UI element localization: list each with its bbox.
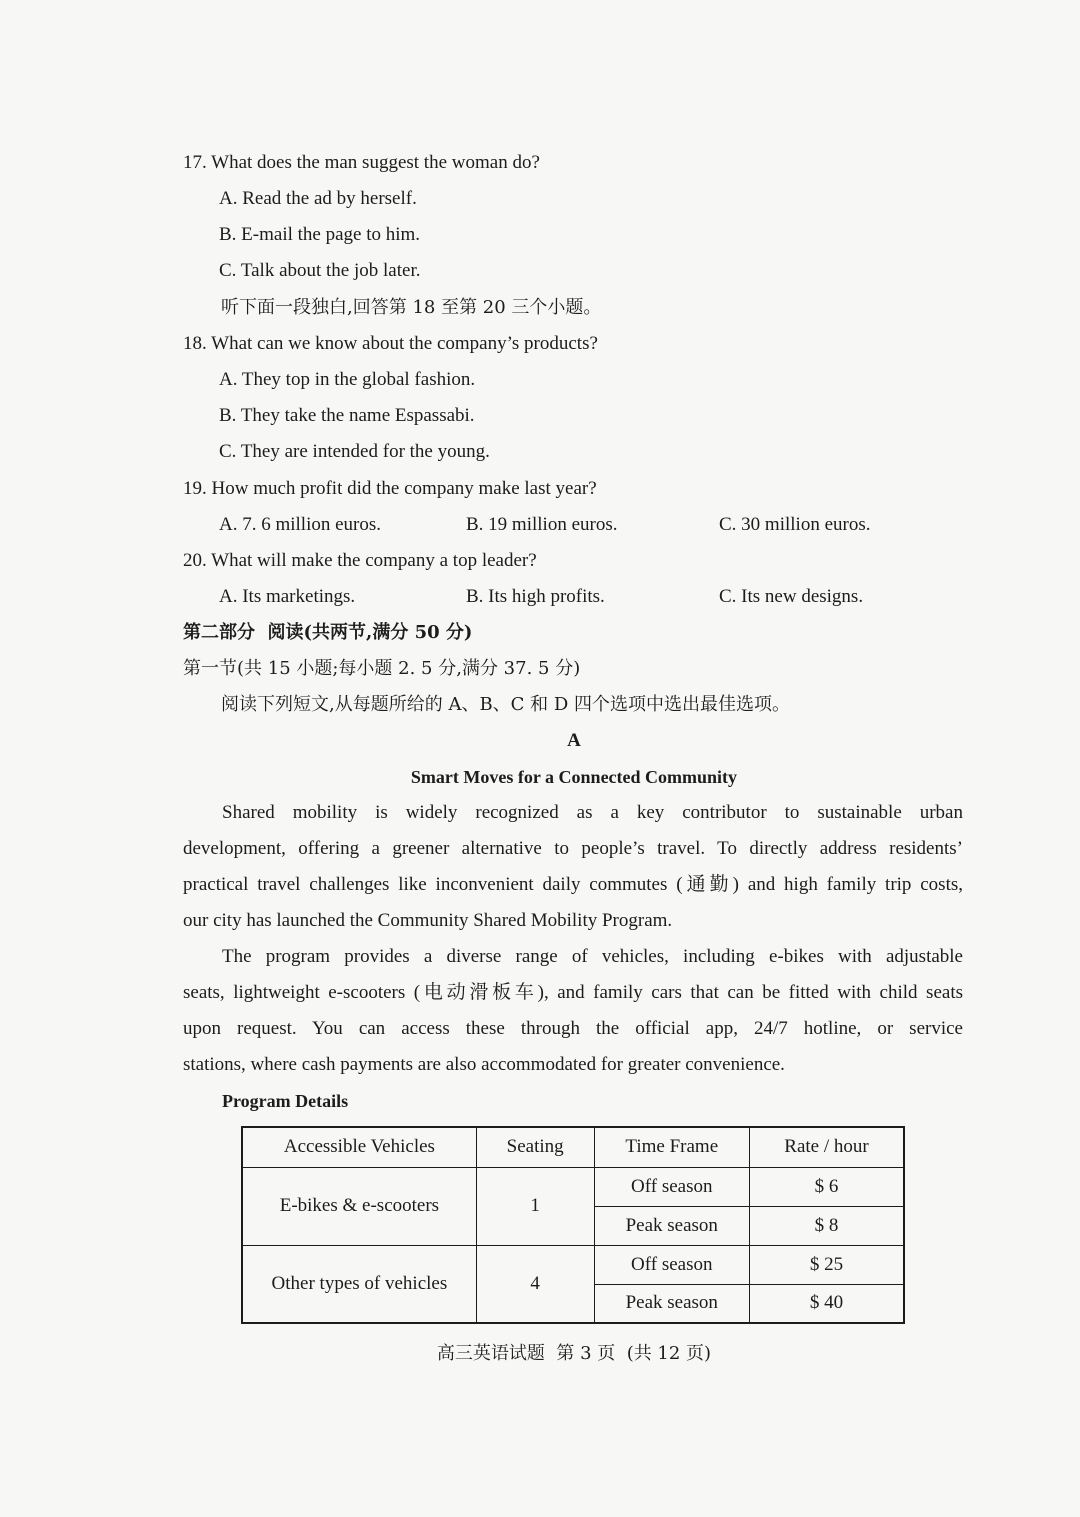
listening-instruction: 听下面一段独白,回答第 18 至第 20 三个小题。 xyxy=(221,297,602,318)
q18-option-c: C. They are intended for the young. xyxy=(219,441,490,462)
q18-stem: 18. What can we know about the company’s products? xyxy=(183,333,598,354)
header-vehicles: Accessible Vehicles xyxy=(242,1127,476,1167)
section1-heading: 第一节(共 15 小题;每小题 2. 5 分,满分 37. 5 分) xyxy=(183,658,581,679)
program-details-table xyxy=(241,1126,905,1324)
q19-option-b: B. 19 million euros. xyxy=(466,514,618,535)
cell-seating: 4 xyxy=(476,1245,594,1323)
q20-option-b: B. Its high profits. xyxy=(466,586,605,607)
table-row xyxy=(242,1245,904,1284)
cell-seating: 1 xyxy=(476,1167,594,1245)
cell-rate: $ 8 xyxy=(750,1206,904,1245)
cell-time-frame: Peak season xyxy=(594,1284,750,1323)
part2-heading: 第二部分 阅读(共两节,满分 50 分) xyxy=(183,622,473,643)
cell-vehicles: E-bikes & e-scooters xyxy=(242,1167,476,1245)
p1-line-3: practical travel challenges like inconvenient daily commutes (通勤) and high family trip costs, xyxy=(183,874,963,895)
cell-vehicles: Other types of vehicles xyxy=(242,1245,476,1323)
p1-line-4: our city has launched the Community Shared Mobility Program. xyxy=(183,910,673,931)
q20-option-c: C. Its new designs. xyxy=(719,586,864,607)
q17-stem: 17. What does the man suggest the woman do? xyxy=(183,152,540,173)
header-time-frame: Time Frame xyxy=(594,1127,750,1167)
q18-option-b: B. They take the name Espassabi. xyxy=(219,405,475,426)
cell-time-frame: Off season xyxy=(594,1245,750,1284)
q20-stem: 20. What will make the company a top leader? xyxy=(183,550,537,571)
q19-option-c: C. 30 million euros. xyxy=(719,514,871,535)
table-row xyxy=(242,1167,904,1206)
q20-option-a: A. Its marketings. xyxy=(219,586,356,607)
q17-option-b: B. E-mail the page to him. xyxy=(219,224,421,245)
table-header-row xyxy=(242,1127,904,1167)
cell-time-frame: Off season xyxy=(594,1167,750,1206)
cell-rate: $ 6 xyxy=(750,1167,904,1206)
reading-instruction: 阅读下列短文,从每题所给的 A、B、C 和 D 四个选项中选出最佳选项。 xyxy=(221,694,791,715)
cell-time-frame: Peak season xyxy=(594,1206,750,1245)
q19-option-a: A. 7. 6 million euros. xyxy=(219,514,382,535)
q18-option-a: A. They top in the global fashion. xyxy=(219,369,476,390)
q17-option-a: A. Read the ad by herself. xyxy=(219,188,417,209)
p2-line-3: upon request. You can access these through the official app, 24/7 hotline, or service xyxy=(183,1018,963,1039)
page-footer: 高三英语试题 第 3 页 (共 12 页) xyxy=(436,1343,712,1364)
passage-letter: A xyxy=(567,730,581,751)
p2-line-1: The program provides a diverse range of vehicles, including e-bikes with adjustable xyxy=(222,946,963,967)
header-seating: Seating xyxy=(476,1127,594,1167)
p1-line-2: development, offering a greener alternative to people’s travel. To directly address residents’ xyxy=(183,838,963,859)
p2-line-4: stations, where cash payments are also accommodated for greater convenience. xyxy=(183,1054,785,1075)
q19-stem: 19. How much profit did the company make last year? xyxy=(183,478,597,499)
passage-title: Smart Moves for a Connected Community xyxy=(410,767,738,787)
details-heading: Program Details xyxy=(222,1091,349,1111)
p2-line-2: seats, lightweight e-scooters (电动滑板车), and family cars that can be fitted with child seats xyxy=(183,982,963,1003)
header-rate: Rate / hour xyxy=(750,1127,904,1167)
cell-rate: $ 25 xyxy=(750,1245,904,1284)
p1-line-1: Shared mobility is widely recognized as a key contributor to sustainable urban xyxy=(222,802,963,823)
cell-rate: $ 40 xyxy=(750,1284,904,1323)
q17-option-c: C. Talk about the job later. xyxy=(219,260,421,281)
